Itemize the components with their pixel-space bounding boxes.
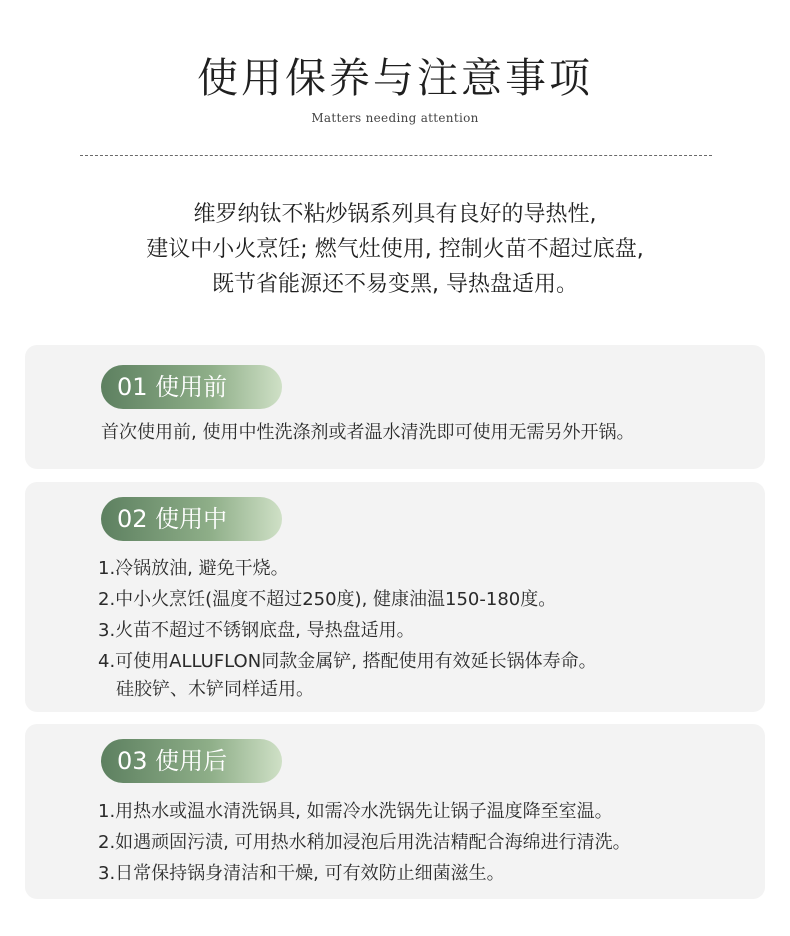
intro-line: 建议中小火烹饪; 燃气灶使用, 控制火苗不超过底盘, — [146, 237, 644, 262]
intro-line: 既节省能源还不易变黑, 导热盘适用。 — [212, 272, 578, 297]
list-item: 2.如遇顽固污渍, 可用热水稍加浸泡后用洗洁精配合海绵进行清洗。 — [98, 832, 631, 853]
page-subtitle: Matters needing attention — [311, 111, 479, 125]
instruction-list — [98, 796, 631, 889]
list-item: 1.冷锅放油, 避免干烧。 — [98, 558, 289, 579]
list-item-continuation: 硅胶铲、木铲同样适用。 — [116, 679, 314, 700]
list-item: 1.用热水或温水清洗锅具, 如需冷水洗锅先让锅子温度降至室温。 — [98, 801, 613, 822]
section-after-use — [25, 724, 765, 899]
list-item: 3.火苗不超过不锈钢底盘, 导热盘适用。 — [98, 620, 415, 641]
section-badge-after-use: 03 使用后 — [101, 739, 282, 783]
section-before-use — [25, 345, 765, 469]
page-title: 使用保养与注意事项 — [197, 54, 593, 102]
instruction-list — [98, 553, 597, 703]
intro-paragraph — [0, 197, 790, 302]
list-item: 2.中小火烹饪(温度不超过250度), 健康油温150-180度。 — [98, 589, 557, 610]
section-badge-before-use: 01 使用前 — [101, 365, 282, 409]
section-badge-during-use: 02 使用中 — [101, 497, 282, 541]
section-text: 首次使用前, 使用中性洗涤剂或者温水清洗即可使用无需另外开锅。 — [101, 422, 635, 443]
list-item: 3.日常保持锅身清洁和干燥, 可有效防止细菌滋生。 — [98, 863, 505, 884]
section-during-use — [25, 482, 765, 712]
dashed-divider — [80, 155, 712, 156]
list-item: 4.可使用ALLUFLON同款金属铲, 搭配使用有效延长锅体寿命。 — [98, 651, 597, 672]
intro-line: 维罗纳钛不粘炒锅系列具有良好的导热性, — [193, 202, 597, 227]
